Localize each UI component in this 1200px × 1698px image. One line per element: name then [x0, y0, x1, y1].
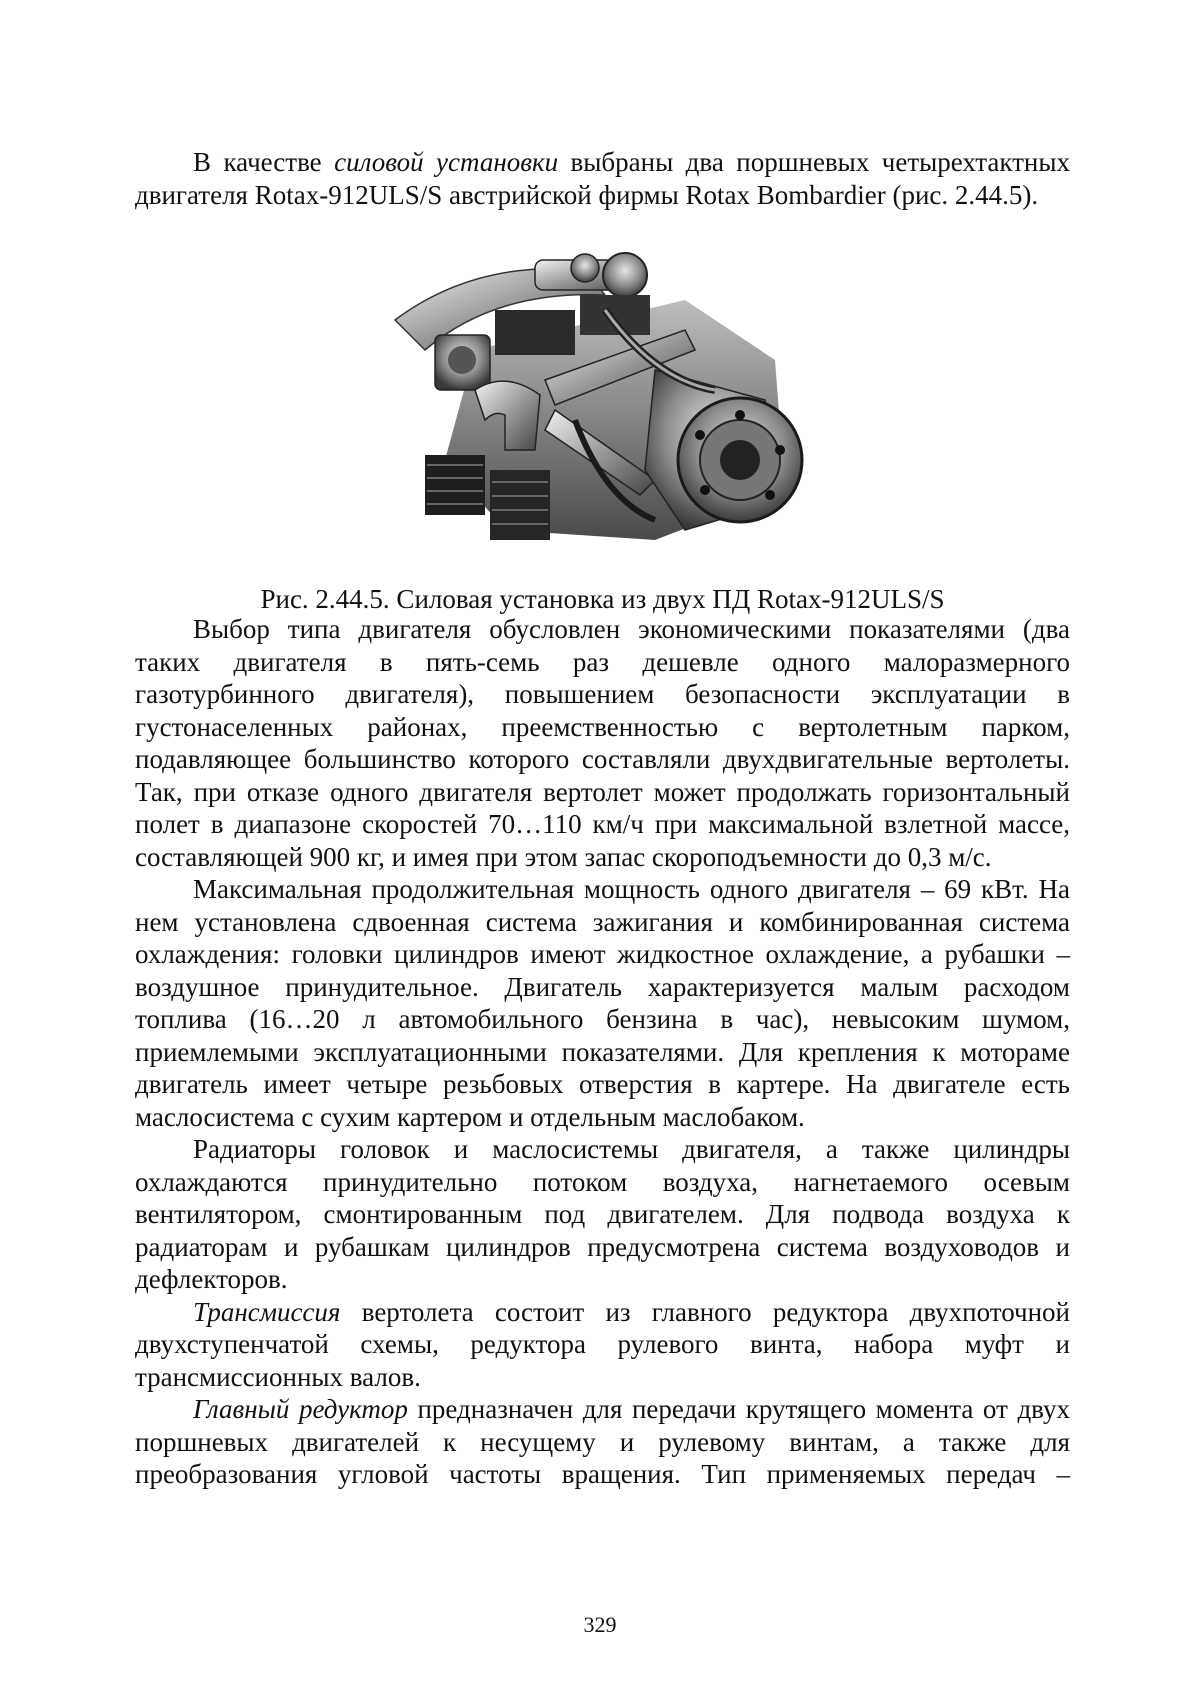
paragraph-engine-choice: Выбор типа двигателя обусловлен экономическими показателями (два таких двигателя в пять-семь раз дешевле одного малоразмерного газотурбинного двигателя), повышением безопасности эксплуатации в густонаселенных районах, преемственностью с вертолетным парком, подавляющее большинство которого составляли двухдвигательные вертолеты. Так, при отказе одного двигателя вертолет может продолжать горизонтальный полет в диапазоне скоростей 70…110 км/ч при максимальной взлетной массе, составляющей 900 кг, и имея при этом запас скороподъемности до 0,3 м/с. — [135, 614, 1070, 872]
paragraph-intro: В качестве силовой установки выбраны два поршневых четырехтактных двигателя Rotax-912ULS/S австрийской фирмы Rotax Bombardier (рис. 2.44.5). — [135, 147, 1070, 210]
body-text — [135, 613, 1070, 1491]
italic-term-main-gearbox: Главный редуктор — [193, 1394, 408, 1424]
intro-block — [135, 146, 1070, 211]
page-number: 329 — [583, 1612, 617, 1637]
engine-illustration — [355, 240, 855, 580]
paragraph-transmission: Трансмиссия вертолета состоит из главного редуктора двухпоточной двухступенчатой схемы, редуктора рулевого винта, набора муфт и трансмиссионных валов. — [135, 1296, 1070, 1392]
paragraph-main-gearbox: Главный редуктор предназначен для передачи крутящего момента от двух поршневых двигателей к несущему и рулевому винтам, а также для преобразования угловой частоты вращения. Тип применяемых передач – — [135, 1394, 1071, 1489]
italic-term-power-plant: силовой установки — [334, 147, 559, 177]
italic-term-transmission: Трансмиссия — [193, 1296, 341, 1327]
engine-figure-image — [355, 240, 855, 580]
paragraph-engine-specs: Максимальная продолжительная мощность одного двигателя – 69 кВт. На нем установлена сдвоенная система зажигания и комбинированная система охлаждения: головки цилиндров имеют жидкостное охлаждение, а рубашки – воздушное принудительное. Двигатель характеризуется малым расходом топлива (16…20 л автомобильного бензина в час), невысоким шумом, приемлемыми эксплуатационными показателями. Для крепления к мотораме двигатель имеет четыре резьбовых отверстия в картере. На двигателе есть маслосистема с сухим картером и отдельным маслобаком. — [135, 874, 1070, 1132]
figure-caption: Рис. 2.44.5. Силовая установка из двух ПД Rotax-912ULS/S — [260, 584, 945, 614]
paragraph-cooling: Радиаторы головок и маслосистемы двигателя, а также цилиндры охлаждаются принудительно потоком воздуха, нагнетаемого осевым вентилятором, смонтированным под двигателем. Для подвода воздуха к радиаторам и рубашкам цилиндров предусмотрена система воздуховодов и дефлекторов. — [135, 1134, 1070, 1294]
